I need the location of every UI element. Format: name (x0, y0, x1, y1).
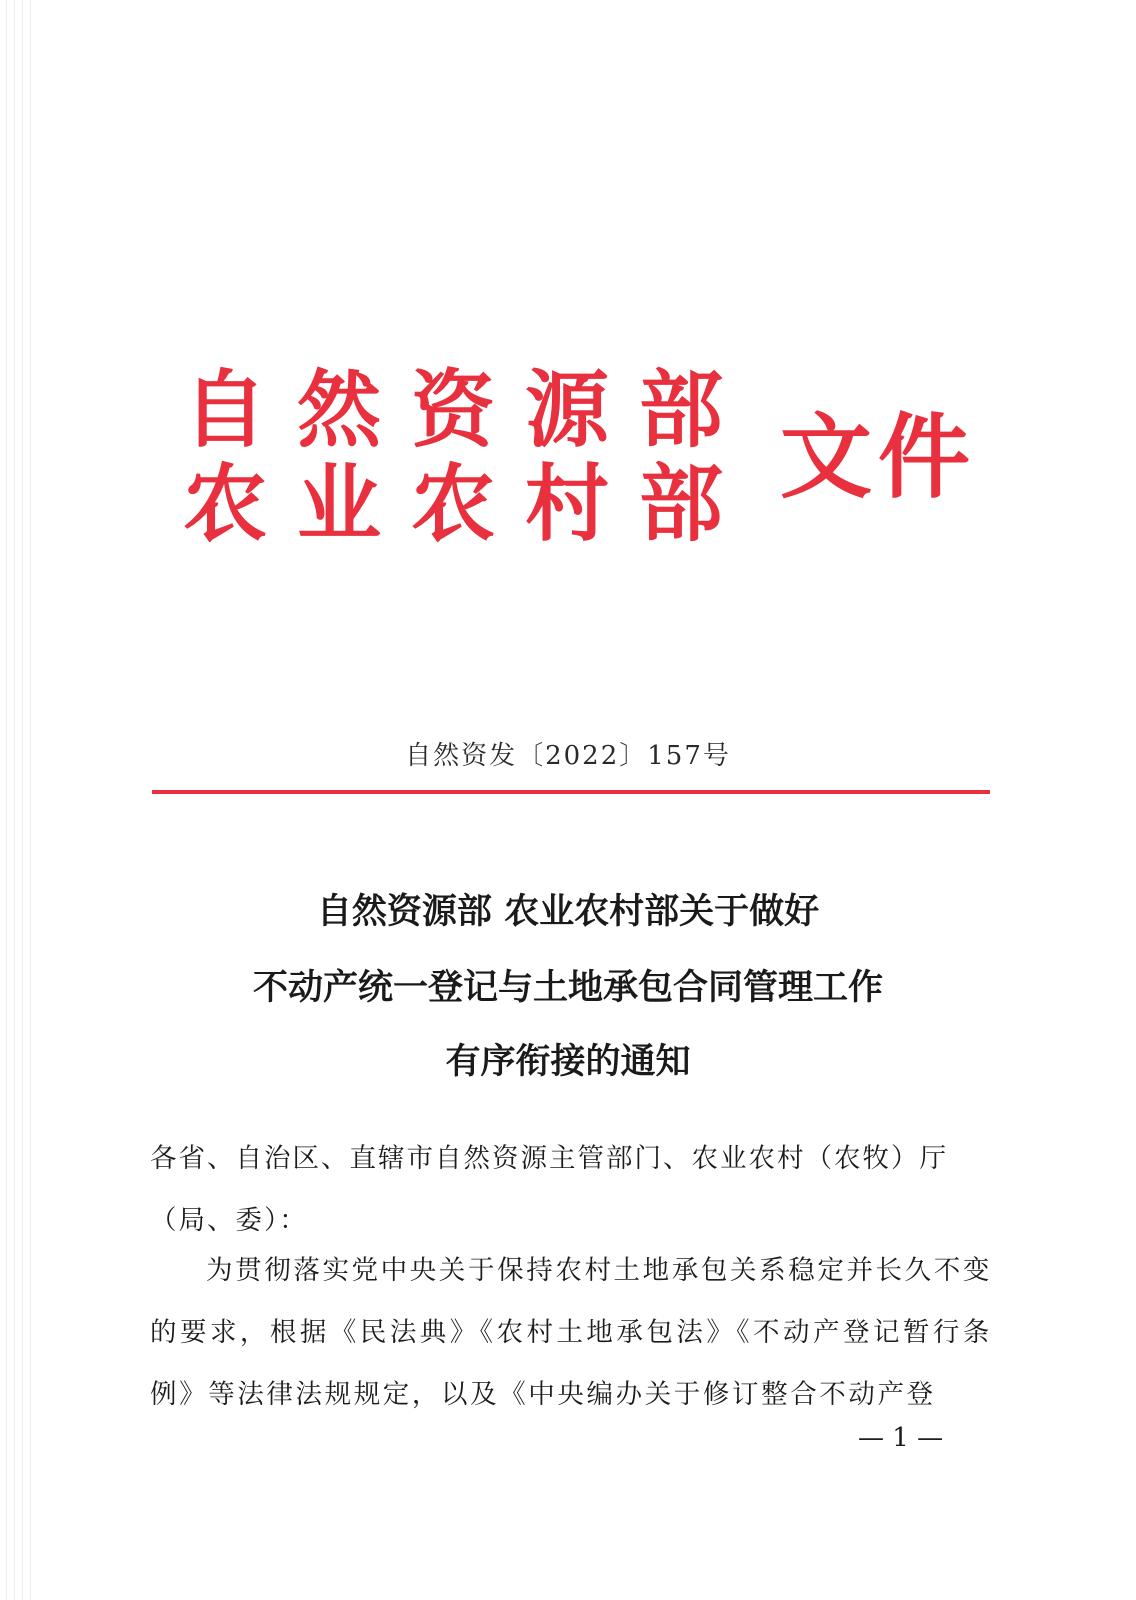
document-type-label: 文件 (780, 404, 977, 511)
body-paragraph: 为贯彻落实党中央关于保持农村土地承包关系稳定并长久不变的要求，根据《民法典》《农村土地承包法》《不动产登记暂行条例》等法律法规规定，以及《中央编办关于修订整合不动产登 (150, 1255, 992, 1410)
document-number: 自然资发〔2022〕157号 (405, 741, 731, 771)
page-edge-shadow (6, 0, 7, 1600)
red-separator-line (152, 790, 990, 794)
page-edge-shadow (30, 0, 31, 1600)
title-line-3: 有序衔接的通知 (445, 1042, 691, 1082)
title-line-2: 不动产统一登记与土地承包合同管理工作 (252, 968, 883, 1008)
page-edge-shadow (22, 0, 23, 1600)
title-line-1: 自然资源部 农业农村部关于做好 (316, 892, 820, 932)
issuer-name-1: 自然资源部 (183, 361, 754, 459)
issuer-name-2: 农业农村部 (183, 455, 754, 553)
page-number: — 1 — (858, 1423, 944, 1453)
salutation: 各省、自治区、直辖市自然资源主管部门、农业农村（农牧）厅（局、委）： (150, 1143, 948, 1236)
page-edge-shadow (14, 0, 15, 1600)
